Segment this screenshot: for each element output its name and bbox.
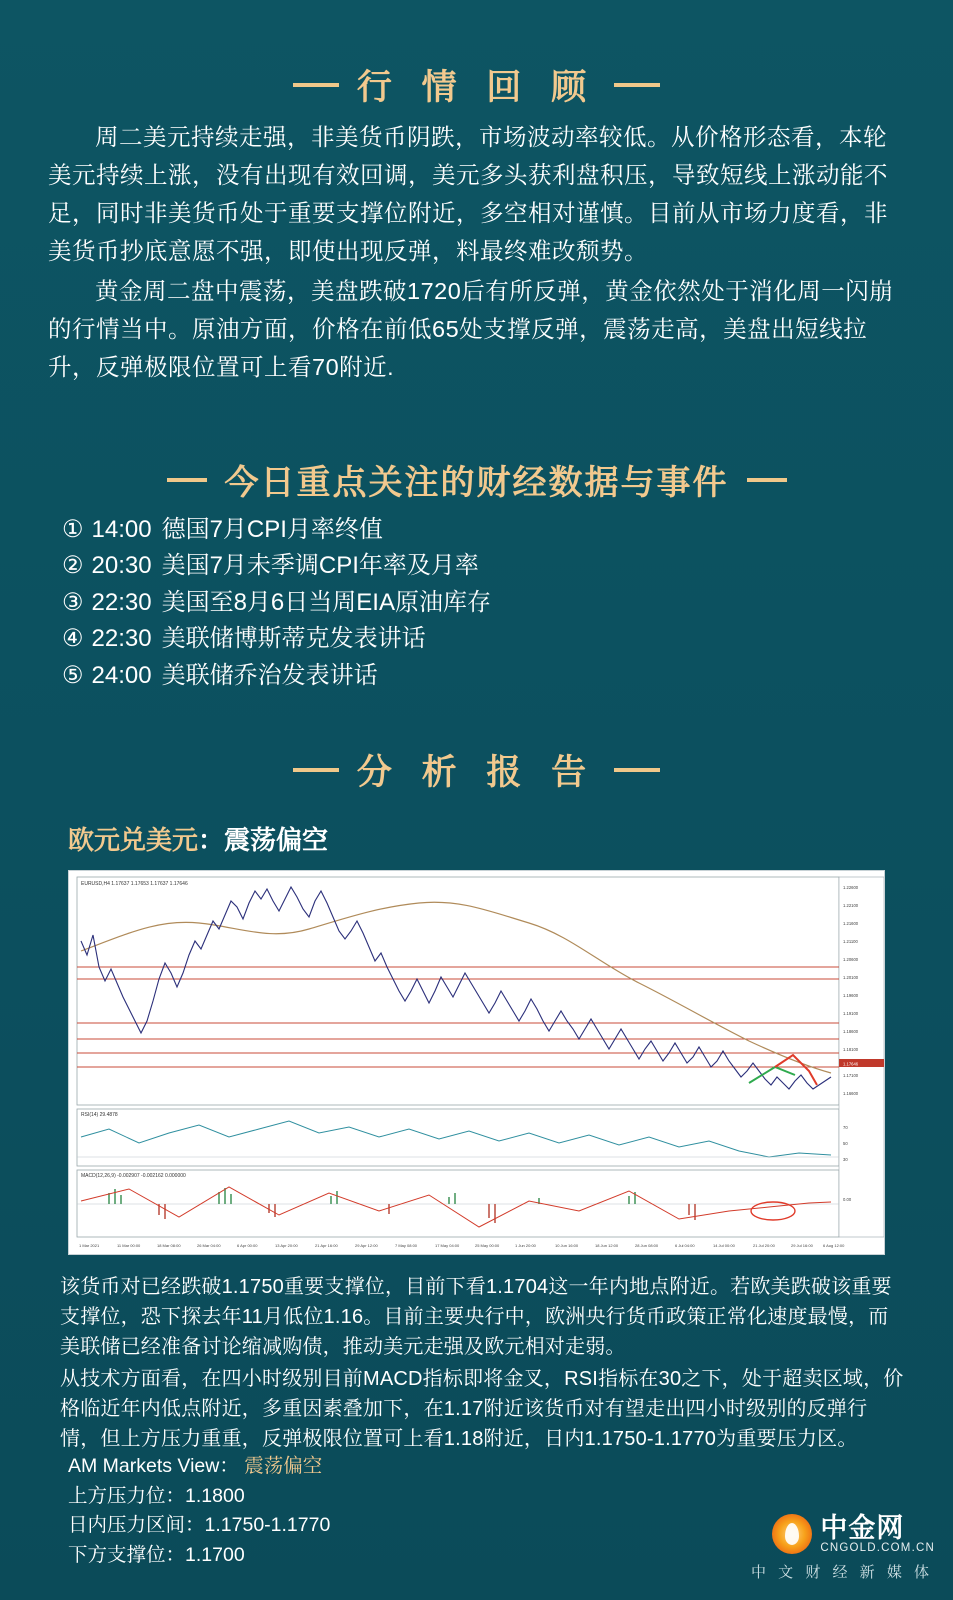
pair-view: 震荡偏空 [224, 825, 329, 855]
review-paragraph-2: 黄金周二盘中震荡，美盘跌破1720后有所反弹，黄金依然处于消化周一闪崩的行情当中。原油方面，价格在前低65处支撑反弹，震荡走高，美盘出短线拉升，反弹极限位置可上看70附近. [48, 278, 894, 381]
brand-tagline: 中 文 财 经 新 媒 体 [750, 1564, 933, 1581]
event-text: 美国至8月6日当周EIA原油库存 [161, 588, 491, 616]
list-item [62, 512, 491, 548]
heading-dash-right [747, 478, 787, 482]
section-title-analysis: 分 析 报 告 [356, 753, 597, 792]
list-item [62, 621, 491, 657]
svg-text:21 Apr 16:00: 21 Apr 16:00 [315, 1243, 338, 1248]
event-text: 美联储乔治发表讲话 [161, 661, 378, 689]
svg-text:1.21100: 1.21100 [843, 939, 858, 944]
svg-text:1.18100: 1.18100 [843, 1047, 859, 1052]
pair-name: 欧元兑美元 [68, 825, 199, 855]
svg-text:1 Jun 20:00: 1 Jun 20:00 [515, 1243, 536, 1248]
svg-text:6 Jul 04:00: 6 Jul 04:00 [675, 1243, 695, 1248]
heading-dash-left [293, 768, 339, 772]
svg-text:6 Aug 12:00: 6 Aug 12:00 [823, 1243, 845, 1248]
summary-resistance-value: 1.1800 [185, 1484, 245, 1507]
svg-text:28 Jun 08:00: 28 Jun 08:00 [635, 1243, 659, 1248]
svg-text:30: 30 [843, 1157, 848, 1162]
section-title-events: 今日重点关注的财经数据与事件 [224, 464, 729, 502]
svg-text:18 Mar 08:00: 18 Mar 08:00 [157, 1243, 181, 1248]
svg-text:6 Apr 00:00: 6 Apr 00:00 [237, 1243, 258, 1248]
svg-text:1.19100: 1.19100 [843, 1011, 859, 1016]
svg-text:70: 70 [843, 1125, 848, 1130]
section-heading-analysis [0, 745, 953, 795]
review-paragraph-1: 周二美元持续走强，非美货币阴跌，市场波动率较低。从价格形态看，本轮美元持续上涨，没有出现有效回调，美元多头获利盘积压，导致短线上涨动能不足，同时非美货币处于重要支撑位附近，多空相对谨慎。目前从市场力度看，非美货币抄底意愿不强，即使出现反弹，料最终难改颓势。 [48, 124, 888, 265]
section-heading-review [0, 60, 953, 110]
analysis-paragraph-2: 从技术方面看，在四小时级别目前MACD指标即将金叉，RSI指标在30之下，处于超卖区域，价格临近年内低点附近，多重因素叠加下，在1.17附近该货币对有望走出四小时级别的反弹行情，但上方压力重重，反弹极限位置可上看1.18附近，日内1.1750-1.1770为重要压力区。 [60, 1368, 904, 1450]
pair-separator: ： [198, 825, 225, 855]
event-time: 22:30 [91, 625, 152, 653]
analysis-summary [68, 1452, 330, 1571]
event-index: ④ [62, 625, 84, 653]
brand-logo [772, 1514, 935, 1554]
summary-support-label: 下方支撑位： [68, 1543, 186, 1566]
analysis-body [60, 1272, 905, 1454]
svg-text:29 Jul 16:00: 29 Jul 16:00 [791, 1243, 813, 1248]
list-item [62, 658, 491, 694]
event-time: 20:30 [91, 552, 152, 580]
section-title-review: 行 情 回 顾 [356, 68, 597, 107]
svg-text:1.17100: 1.17100 [843, 1073, 859, 1078]
svg-text:10 Jun 16:00: 10 Jun 16:00 [555, 1243, 579, 1248]
svg-text:1.19600: 1.19600 [843, 993, 859, 998]
svg-text:1.16600: 1.16600 [843, 1091, 859, 1096]
svg-text:1.20100: 1.20100 [843, 975, 859, 980]
heading-dash-left [293, 83, 339, 87]
svg-text:7 May 08:00: 7 May 08:00 [395, 1243, 418, 1248]
svg-text:EURUSD,H4 1.17637 1.17653 1.1: EURUSD,H4 1.17637 1.17653 1.17637 1.17646 [81, 881, 188, 887]
svg-text:1.22600: 1.22600 [843, 885, 859, 890]
svg-text:RSI(14) 29.4878: RSI(14) 29.4878 [81, 1112, 118, 1118]
svg-text:29 Apr 12:00: 29 Apr 12:00 [355, 1243, 378, 1248]
summary-intraday-row [68, 1511, 330, 1541]
svg-text:17 May 04:00: 17 May 04:00 [435, 1243, 460, 1248]
svg-text:25 May 00:00: 25 May 00:00 [475, 1243, 500, 1248]
list-item [62, 585, 491, 621]
svg-text:1.21600: 1.21600 [843, 921, 859, 926]
event-time: 14:00 [91, 516, 152, 543]
brand-text [820, 1514, 935, 1554]
currency-pair-title [68, 820, 328, 857]
event-text: 美联储博斯蒂克发表讲话 [161, 625, 426, 653]
event-text: 美国7月未季调CPI年率及月率 [161, 552, 479, 580]
chart-svg [69, 871, 884, 1254]
svg-text:18 Jun 12:00: 18 Jun 12:00 [595, 1243, 619, 1248]
summary-intraday-value: 1.1750-1.1770 [204, 1514, 331, 1537]
summary-view-row [68, 1452, 330, 1482]
summary-resistance-row [68, 1482, 330, 1512]
svg-text:14 Jul 00:00: 14 Jul 00:00 [713, 1243, 735, 1248]
flame-icon [772, 1514, 812, 1554]
event-index: ② [62, 552, 84, 580]
event-time: 22:30 [91, 588, 152, 616]
event-time: 24:00 [91, 661, 152, 689]
summary-resistance-label: 上方压力位： [68, 1484, 186, 1507]
summary-support-row [68, 1541, 330, 1571]
heading-dash-left [167, 478, 207, 482]
list-item [62, 548, 491, 584]
brand-name-en: CNGOLD.COM.CN [820, 1541, 935, 1554]
svg-text:13 Apr 20:00: 13 Apr 20:00 [275, 1243, 298, 1248]
svg-text:1.18600: 1.18600 [843, 1029, 859, 1034]
summary-intraday-label: 日内压力区间： [68, 1514, 205, 1537]
svg-text:11 Mar 00:00: 11 Mar 00:00 [117, 1243, 141, 1248]
market-review-body [48, 118, 905, 388]
svg-text:1.20600: 1.20600 [843, 957, 859, 962]
event-index: ⑤ [62, 661, 84, 689]
summary-support-value: 1.1700 [185, 1543, 245, 1566]
event-index: ③ [62, 588, 84, 616]
eurusd-chart[interactable] [68, 870, 885, 1255]
svg-text:21 Jul 20:00: 21 Jul 20:00 [753, 1243, 775, 1248]
analysis-paragraph-1: 该货币对已经跌破1.1750重要支撑位，目前下看1.1704这一年内地点附近。若欧美跌破该重要支撑位，恐下探去年11月低位1.16。目前主要央行中，欧洲央行货币政策正常化速度最慢，而美联储已经准备讨论缩减购债，推动美元走强及欧元相对走弱。 [60, 1276, 892, 1358]
heading-dash-right [614, 768, 660, 772]
summary-view-label: AM Markets View： [68, 1455, 239, 1477]
svg-text:MACD(12,26,9) -0.002907 -0.002: MACD(12,26,9) -0.002907 -0.002162 0.000000 [81, 1173, 186, 1179]
heading-dash-right [614, 83, 660, 87]
event-text: 德国7月CPI月率终值 [161, 516, 383, 543]
svg-text:50: 50 [843, 1141, 848, 1146]
economic-events-list [62, 512, 491, 694]
svg-text:1.22100: 1.22100 [843, 903, 859, 908]
svg-text:1 Mar 2021: 1 Mar 2021 [79, 1243, 100, 1248]
svg-text:1.17646: 1.17646 [843, 1061, 859, 1067]
svg-text:26 Mar 04:00: 26 Mar 04:00 [197, 1243, 221, 1248]
brand-name-cn: 中金网 [820, 1512, 905, 1543]
summary-view-value: 震荡偏空 [244, 1455, 323, 1477]
svg-text:0.00: 0.00 [843, 1197, 852, 1202]
event-index: ① [62, 516, 84, 543]
section-heading-events [0, 455, 953, 504]
